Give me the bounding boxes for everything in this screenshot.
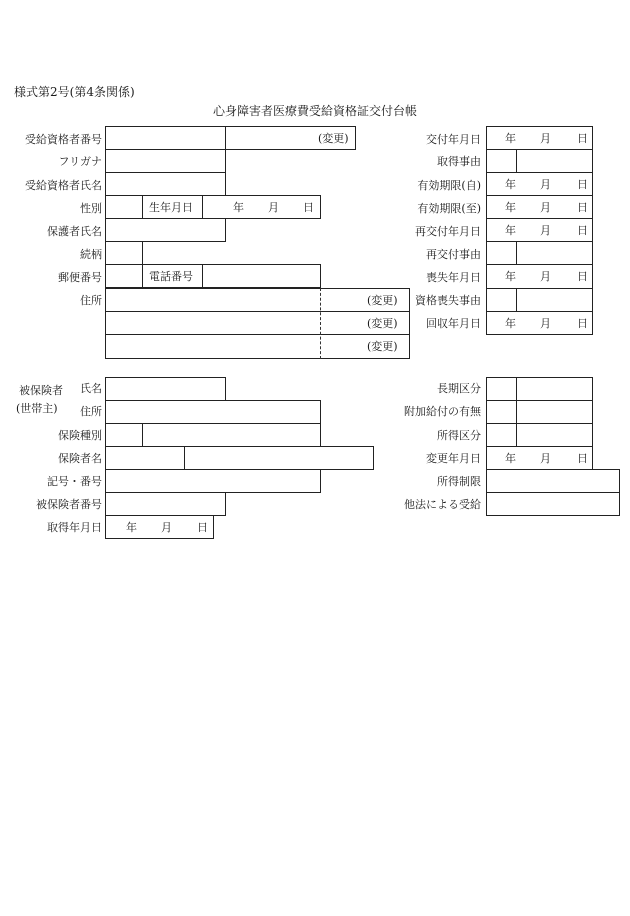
- insured-number-field[interactable]: [105, 492, 226, 516]
- postal-phone-row: [105, 264, 321, 288]
- reissue-reason-field[interactable]: [486, 241, 593, 265]
- recipient-number-field[interactable]: [105, 126, 226, 150]
- label-guardian-name: 保護者氏名: [47, 225, 102, 238]
- label-issue-date: 交付年月日: [426, 133, 481, 146]
- label-postal-code: 郵便番号: [58, 271, 102, 284]
- label-long-term: 長期区分: [437, 382, 481, 395]
- label-income-limit: 所得制限: [437, 475, 481, 488]
- label-valid-to: 有効期限(至): [417, 202, 481, 215]
- divider: [202, 264, 203, 288]
- collection-year-unit: 年: [505, 317, 516, 330]
- label-gender: 性別: [80, 202, 102, 215]
- guardian-name-field[interactable]: [105, 218, 226, 242]
- issue-month-unit: 月: [540, 132, 551, 145]
- other-law-field[interactable]: [486, 492, 620, 516]
- label-head-of-household: (世帯主): [16, 402, 58, 415]
- divider: [516, 241, 517, 265]
- change-month-unit: 月: [540, 452, 551, 465]
- gender-birthdate-row: [105, 195, 321, 219]
- label-acquisition-date: 取得年月日: [47, 521, 102, 534]
- divider: [320, 288, 321, 359]
- label-collection-date: 回収年月日: [426, 317, 481, 330]
- issue-day-unit: 日: [577, 132, 588, 145]
- reissue-month-unit: 月: [540, 224, 551, 237]
- recipient-name-field[interactable]: [105, 172, 226, 196]
- divider: [142, 195, 143, 219]
- insurance-type-field[interactable]: [105, 423, 321, 447]
- label-insured-group: 被保険者: [19, 384, 63, 397]
- label-loss-reason: 資格喪失事由: [415, 294, 481, 307]
- loss-reason-field[interactable]: [486, 288, 593, 312]
- label-recipient-name: 受給資格者氏名: [25, 179, 102, 192]
- divider: [142, 264, 143, 288]
- valid-from-month-unit: 月: [540, 178, 551, 191]
- acquisition-day-unit: 日: [197, 521, 208, 534]
- birth-month-unit: 月: [268, 201, 279, 214]
- label-insurance-type: 保険種別: [58, 429, 102, 442]
- label-insurer-name: 保険者名: [58, 452, 102, 465]
- divider: [202, 195, 203, 219]
- acquisition-reason-field[interactable]: [486, 149, 593, 173]
- divider: [142, 423, 143, 447]
- label-income-category: 所得区分: [437, 429, 481, 442]
- label-acquisition-reason: 取得事由: [437, 155, 481, 168]
- address-change-note-2: (変更): [367, 317, 398, 330]
- address-change-note-3: (変更): [367, 340, 398, 353]
- label-insured-number: 被保険者番号: [36, 498, 102, 511]
- furigana-field[interactable]: [105, 149, 226, 173]
- symbol-number-field[interactable]: [105, 469, 321, 493]
- loss-year-unit: 年: [505, 270, 516, 283]
- address-line-2: [105, 311, 410, 335]
- recipient-number-change-note: (変更): [318, 132, 349, 145]
- address-change-note-1: (変更): [367, 294, 398, 307]
- divider: [184, 446, 185, 470]
- label-valid-from: 有効期限(自): [417, 179, 481, 192]
- valid-to-month-unit: 月: [540, 201, 551, 214]
- change-year-unit: 年: [505, 452, 516, 465]
- income-limit-field[interactable]: [486, 469, 620, 493]
- reissue-day-unit: 日: [577, 224, 588, 237]
- relationship-field[interactable]: [105, 241, 143, 265]
- valid-from-year-unit: 年: [505, 178, 516, 191]
- birth-day-unit: 日: [303, 201, 314, 214]
- label-address: 住所: [80, 294, 102, 307]
- valid-to-day-unit: 日: [577, 201, 588, 214]
- label-change-date: 変更年月日: [426, 452, 481, 465]
- reissue-year-unit: 年: [505, 224, 516, 237]
- label-reissue-reason: 再交付事由: [426, 248, 481, 261]
- label-insured-name: 氏名: [80, 382, 102, 395]
- label-phone-number: 電話番号: [149, 270, 193, 283]
- divider: [516, 149, 517, 173]
- loss-day-unit: 日: [577, 270, 588, 283]
- divider: [516, 377, 517, 447]
- label-symbol-number: 記号・番号: [47, 475, 102, 488]
- acquisition-year-unit: 年: [126, 521, 137, 534]
- label-loss-date: 喪失年月日: [426, 271, 481, 284]
- insured-name-field[interactable]: [105, 377, 226, 401]
- valid-from-day-unit: 日: [577, 178, 588, 191]
- label-relationship: 続柄: [80, 248, 102, 261]
- birth-year-unit: 年: [233, 201, 244, 214]
- label-other-law: 他法による受給: [404, 498, 481, 511]
- valid-to-year-unit: 年: [505, 201, 516, 214]
- label-furigana: フリガナ: [58, 155, 102, 168]
- form-number: 様式第2号(第4条関係): [14, 85, 135, 99]
- insurer-name-field[interactable]: [105, 446, 374, 470]
- change-day-unit: 日: [577, 452, 588, 465]
- issue-year-unit: 年: [505, 132, 516, 145]
- label-recipient-number: 受給資格者番号: [25, 133, 102, 146]
- label-reissue-date: 再交付年月日: [415, 225, 481, 238]
- collection-day-unit: 日: [577, 317, 588, 330]
- collection-month-unit: 月: [540, 317, 551, 330]
- form-title: 心身障害者医療費受給資格証交付台帳: [213, 104, 418, 118]
- label-insured-address: 住所: [80, 405, 102, 418]
- label-additional-benefit: 附加給付の有無: [404, 405, 481, 418]
- additional-benefit-field[interactable]: [486, 400, 593, 424]
- label-birth-date: 生年月日: [149, 201, 193, 214]
- loss-month-unit: 月: [540, 270, 551, 283]
- acquisition-month-unit: 月: [161, 521, 172, 534]
- divider: [516, 288, 517, 312]
- insured-address-field[interactable]: [105, 400, 321, 424]
- income-category-field[interactable]: [486, 423, 593, 447]
